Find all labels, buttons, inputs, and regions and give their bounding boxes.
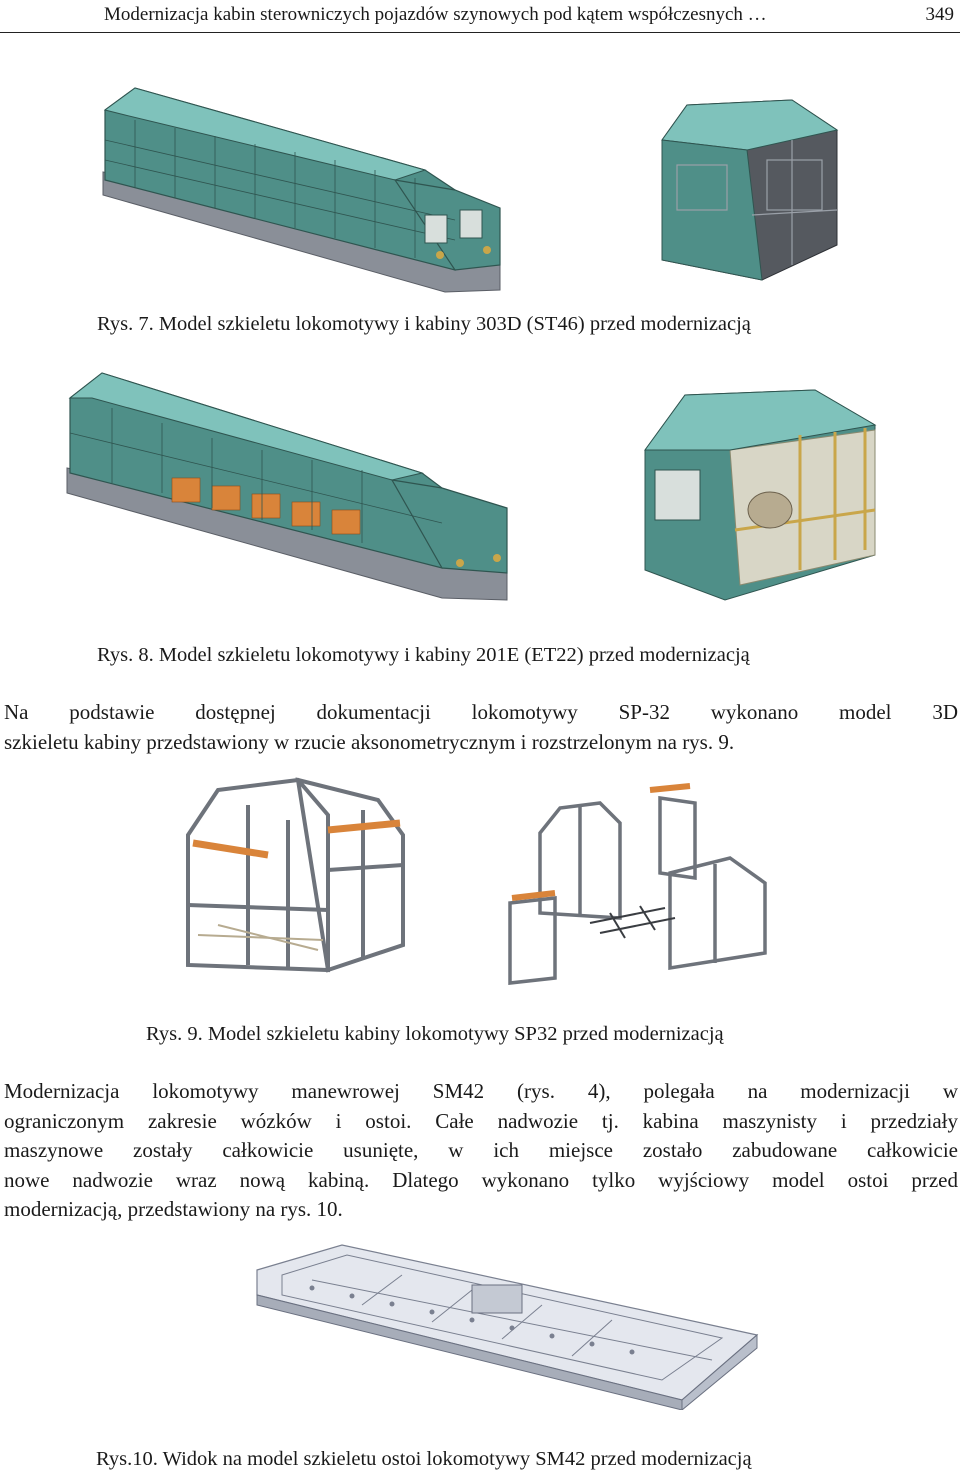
fig8-locomotive-et22-model — [62, 368, 512, 604]
fig7-caption: Rys. 7. Model szkieletu lokomotywy i kabiny 303D (ST46) przed modernizacją — [97, 313, 751, 335]
paragraph-sp32 — [4, 698, 958, 757]
fig7-locomotive-st46-model — [95, 80, 510, 300]
fig9-cabin-sp32-assembled — [178, 775, 413, 980]
fig9-caption: Rys. 9. Model szkieletu kabiny lokomotywy SP32 przed modernizacją — [146, 1023, 724, 1045]
header-title: Modernizacja kabin sterowniczych pojazdów szynowych pod kątem współczesnych … — [104, 4, 767, 25]
fig10-caption: Rys.10. Widok na model szkieletu ostoi lokomotywy SM42 przed modernizacją — [96, 1448, 752, 1470]
fig8-cabin-et22-model — [635, 380, 885, 604]
fig8-caption: Rys. 8. Model szkieletu lokomotywy i kabiny 201E (ET22) przed modernizacją — [97, 644, 750, 666]
paragraph-line: ograniczonym zakresie wózków i ostoi. Całe nadwozie tj. kabina maszynisty i przedziały — [4, 1108, 958, 1133]
fig10-underframe-sm42-model — [252, 1240, 762, 1410]
paragraph-line: maszynowe zostały całkowicie usunięte, w ich miejsce zostało zabudowane całkowicie — [4, 1138, 958, 1162]
paragraph-sm42 — [4, 1077, 958, 1225]
fig7-cabin-st46-model — [652, 80, 847, 285]
paragraph-line: modernizacją, przedstawiony na rys. 10. — [4, 1197, 343, 1221]
fig9-cabin-sp32-exploded — [500, 778, 775, 988]
page-number: 349 — [925, 4, 954, 25]
paragraph-line: Modernizacja lokomotywy manewrowej SM42 (rys. 4), polegała na modernizacji w — [4, 1079, 958, 1103]
paragraph-line: nowe nadwozie wraz nową kabiną. Dlatego wykonano tylko wyjściowy model ostoi przed — [4, 1167, 958, 1192]
paragraph-line: Na podstawie dostępnej dokumentacji lokomotywy SP-32 wykonano model 3D — [4, 700, 958, 724]
running-header — [0, 0, 960, 33]
paragraph-line: szkieletu kabiny przedstawiony w rzucie aksonometrycznym i rozstrzelonym na rys. 9. — [4, 729, 735, 754]
header-rule — [0, 32, 960, 33]
